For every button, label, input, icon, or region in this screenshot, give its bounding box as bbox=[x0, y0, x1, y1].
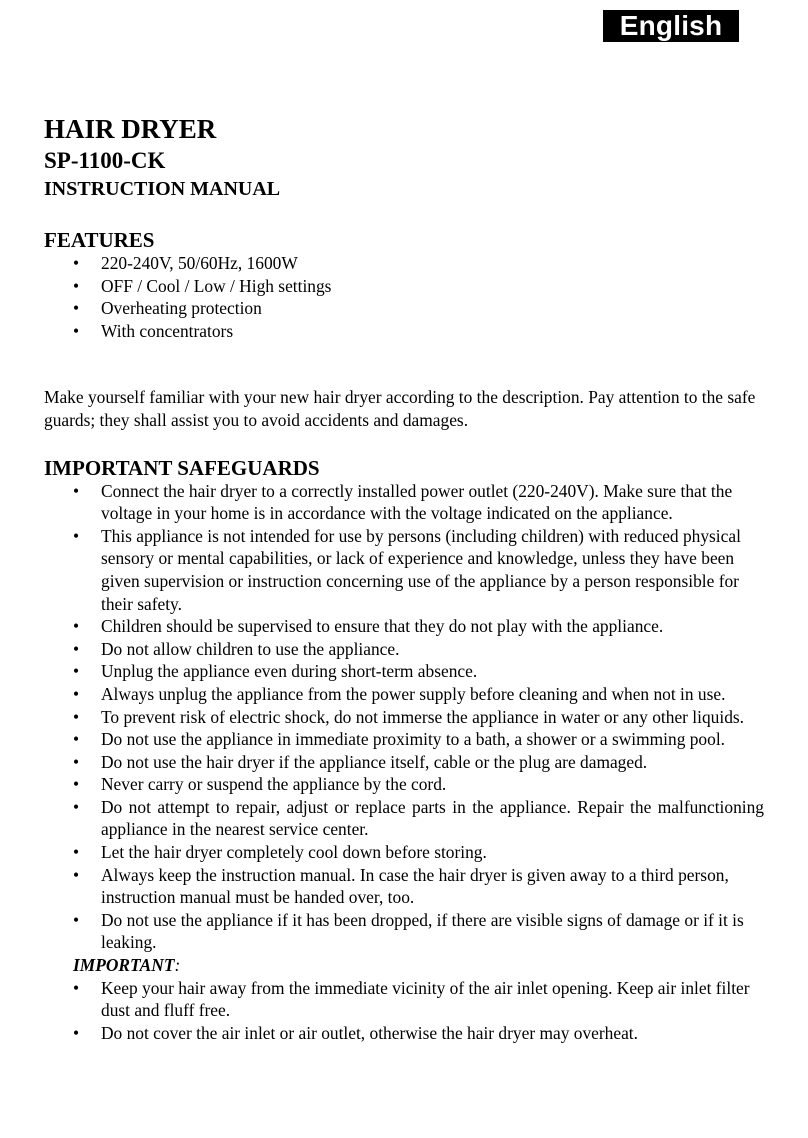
bullet-icon: • bbox=[73, 616, 80, 637]
safeguard-text: Connect the hair dryer to a correctly installed power outlet (220-240V). Make sure that the voltage in your home is in accordance with the voltage indicated on the appliance. bbox=[101, 480, 733, 524]
bullet-icon: • bbox=[73, 480, 80, 501]
safeguard-item bbox=[44, 525, 764, 615]
features-list bbox=[44, 252, 504, 342]
feature-text: 220-240V, 50/60Hz, 1600W bbox=[101, 253, 298, 273]
bullet-icon: • bbox=[73, 298, 80, 319]
safeguard-item bbox=[44, 796, 764, 841]
bullet-icon: • bbox=[73, 909, 80, 930]
safeguard-item bbox=[44, 864, 764, 909]
safeguard-item bbox=[44, 480, 764, 525]
safeguards-heading: IMPORTANT SAFEGUARDS bbox=[44, 455, 320, 480]
safeguard-text: Let the hair dryer completely cool down before storing. bbox=[101, 842, 487, 863]
bullet-icon: • bbox=[73, 751, 80, 772]
feature-item bbox=[44, 275, 504, 298]
document-subtitle: INSTRUCTION MANUAL bbox=[44, 178, 281, 200]
feature-text: OFF / Cool / Low / High settings bbox=[101, 275, 332, 296]
safeguard-text: Children should be supervised to ensure that they do not play with the appliance. bbox=[101, 616, 664, 637]
important-item bbox=[44, 1022, 764, 1045]
model-number: SP-1100-CK bbox=[44, 148, 166, 173]
important-text: Keep your hair away from the immediate vicinity of the air inlet opening. Keep air inlet filter dust and fluff free. bbox=[101, 977, 750, 1021]
bullet-icon: • bbox=[73, 864, 80, 885]
safeguard-item bbox=[44, 773, 764, 796]
important-label bbox=[73, 954, 764, 977]
bullet-icon: • bbox=[73, 1022, 80, 1043]
bullet-icon: • bbox=[73, 661, 80, 682]
language-badge: English bbox=[603, 10, 739, 42]
intro-paragraph: Make yourself familiar with your new hair dryer according to the description. Pay attention to the safe guards; they shall assist you to avoid accidents and damages. bbox=[44, 387, 756, 430]
safeguard-text: Do not use the appliance if it has been dropped, if there are visible signs of damage or if it is leaking. bbox=[101, 909, 744, 953]
feature-item bbox=[44, 297, 504, 320]
bullet-icon: • bbox=[73, 253, 80, 273]
bullet-icon: • bbox=[73, 706, 80, 727]
document-title: HAIR DRYER bbox=[44, 114, 217, 144]
important-list bbox=[44, 977, 764, 1045]
safeguard-item bbox=[44, 683, 764, 706]
bullet-icon: • bbox=[73, 275, 80, 296]
feature-text: Overheating protection bbox=[101, 298, 262, 319]
safeguard-text: Always unplug the appliance from the power supply before cleaning and when not in use. bbox=[101, 683, 726, 704]
important-text: Do not cover the air inlet or air outlet, otherwise the hair dryer may overheat. bbox=[101, 1022, 638, 1043]
safeguard-text: Do not use the hair dryer if the appliance itself, cable or the plug are damaged. bbox=[101, 751, 648, 772]
safeguard-text: Do not use the appliance in immediate proximity to a bath, a shower or a swimming pool. bbox=[101, 729, 725, 750]
bullet-icon: • bbox=[73, 683, 80, 704]
safeguard-item bbox=[44, 706, 764, 729]
bullet-icon: • bbox=[73, 729, 80, 750]
safeguard-item bbox=[44, 751, 764, 774]
important-label-text: IMPORTANT bbox=[73, 955, 175, 976]
bullet-icon: • bbox=[73, 525, 80, 546]
safeguard-item bbox=[44, 728, 764, 751]
safeguard-item bbox=[44, 841, 764, 864]
features-heading: FEATURES bbox=[44, 228, 155, 252]
safeguard-text: Do not attempt to repair, adjust or replace parts in the appliance. Repair the malfunctioning appliance in the nearest service center. bbox=[101, 796, 764, 840]
safeguards-list bbox=[44, 480, 764, 954]
document-body bbox=[44, 112, 764, 1044]
safeguard-item bbox=[44, 660, 764, 683]
safeguard-text: This appliance is not intended for use by persons (including children) with reduced physical sensory or mental capabilities, or lack of experience and knowledge, unless they have been given supervision or instruction concerning use of the appliance by a person responsible for their safety. bbox=[101, 525, 741, 614]
important-item bbox=[44, 977, 764, 1022]
feature-item bbox=[44, 320, 504, 343]
bullet-icon: • bbox=[73, 774, 80, 795]
bullet-icon: • bbox=[73, 638, 80, 659]
safeguard-item bbox=[44, 909, 764, 954]
feature-item bbox=[44, 252, 504, 275]
safeguard-text: Do not allow children to use the appliance. bbox=[101, 638, 400, 659]
bullet-icon: • bbox=[73, 796, 80, 817]
safeguard-item bbox=[44, 638, 764, 661]
safeguard-item bbox=[44, 615, 764, 638]
safeguard-text: Unplug the appliance even during short-term absence. bbox=[101, 661, 478, 682]
safeguard-text: Never carry or suspend the appliance by the cord. bbox=[101, 774, 447, 795]
bullet-icon: • bbox=[73, 977, 80, 998]
feature-text: With concentrators bbox=[101, 320, 234, 341]
bullet-icon: • bbox=[73, 842, 80, 863]
bullet-icon: • bbox=[73, 320, 80, 341]
important-label-colon: : bbox=[174, 955, 181, 976]
safeguard-text: Always keep the instruction manual. In case the hair dryer is given away to a third person, instruction manual must be handed over, too. bbox=[101, 864, 729, 908]
safeguard-text: To prevent risk of electric shock, do not immerse the appliance in water or any other liquids. bbox=[101, 706, 745, 727]
